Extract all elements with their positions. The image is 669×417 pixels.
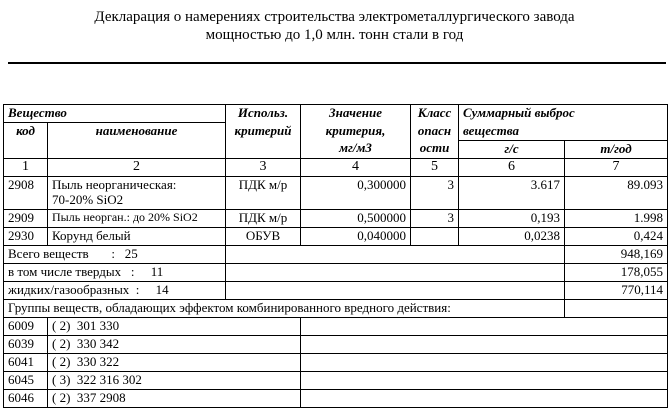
emissions-table [3, 104, 668, 408]
criterion-used: ПДК м/р [226, 176, 301, 209]
column-number: 2 [48, 158, 226, 176]
substance-code: 2909 [4, 209, 48, 227]
criterion-used: ОБУВ [226, 227, 301, 245]
column-number: 6 [459, 158, 565, 176]
column-number: 3 [226, 158, 301, 176]
header-row-1 [4, 105, 668, 123]
group-code: 6045 [4, 371, 48, 389]
group-code: 6046 [4, 389, 48, 407]
column-number: 7 [565, 158, 668, 176]
totals-value: 770,114 [565, 281, 668, 299]
group-desc: ( 2) 330 342 [48, 335, 301, 353]
totals-row [4, 263, 668, 281]
header-name: наименование [48, 123, 226, 141]
header-criterion-value: Значение [301, 105, 411, 123]
header-hazard-class-3: ости [411, 140, 459, 158]
table-row [4, 227, 668, 245]
hazard-class [411, 227, 459, 245]
substance-name: Пыль неорганическая: 70-20% SiO2 [48, 176, 226, 209]
header-unit-gs: г/с [459, 140, 565, 158]
emission-gs: 0,193 [459, 209, 565, 227]
header-hazard-class: Класс [411, 105, 459, 123]
group-code: 6039 [4, 335, 48, 353]
horizontal-rule [8, 62, 666, 64]
substance-code: 2908 [4, 176, 48, 209]
header-unit-ty: т/год [565, 140, 668, 158]
group-code: 6009 [4, 317, 48, 335]
groups-header-row [4, 299, 668, 317]
hazard-class: 3 [411, 209, 459, 227]
column-number: 5 [411, 158, 459, 176]
table-row [4, 209, 668, 227]
emission-ty: 0,424 [565, 227, 668, 245]
header-criterion-value-3: мг/м3 [301, 140, 411, 158]
emission-ty: 89.093 [565, 176, 668, 209]
criterion-value: 0,300000 [301, 176, 411, 209]
header-code: код [4, 123, 48, 141]
header-row-2 [4, 123, 668, 141]
totals-value: 948,169 [565, 245, 668, 263]
group-desc: ( 3) 322 316 302 [48, 371, 301, 389]
header-criterion-value-2: критерия, [301, 123, 411, 141]
document-title-line-2: мощностью до 1,0 млн. тонн стали в год [205, 27, 464, 43]
table-row [4, 176, 668, 209]
group-row [4, 353, 668, 371]
header-criterion-used: Использ. [226, 105, 301, 123]
header-substance: Вещество [4, 105, 226, 123]
hazard-class: 3 [411, 176, 459, 209]
substance-code: 2930 [4, 227, 48, 245]
totals-row [4, 245, 668, 263]
group-row [4, 335, 668, 353]
header-criterion-used-2: критерий [226, 123, 301, 141]
group-desc: ( 2) 301 330 [48, 317, 301, 335]
criterion-used: ПДК м/р [226, 209, 301, 227]
header-total-emission: Суммарный выброс [459, 105, 668, 123]
header-hazard-class-2: опасн [411, 123, 459, 141]
emission-ty: 1.998 [565, 209, 668, 227]
group-row [4, 389, 668, 407]
column-number-row [4, 158, 668, 176]
substance-name: Пыль неорган.: до 20% SiO2 [48, 209, 226, 227]
column-number: 1 [4, 158, 48, 176]
group-row [4, 317, 668, 335]
emission-gs: 0,0238 [459, 227, 565, 245]
document-title-line-1: Декларация о намерениях строительства электрометаллургического завода [94, 9, 575, 25]
substance-name: Корунд белый [48, 227, 226, 245]
criterion-value: 0,040000 [301, 227, 411, 245]
groups-title: Группы веществ, обладающих эффектом комбинированного вредного действия: [4, 299, 565, 317]
emission-gs: 3.617 [459, 176, 565, 209]
totals-label: жидких/газообразных : 14 [4, 281, 226, 299]
group-desc: ( 2) 337 2908 [48, 389, 301, 407]
totals-label: в том числе твердых : 11 [4, 263, 226, 281]
totals-label: Всего веществ : 25 [4, 245, 226, 263]
header-total-emission-2: вещества [459, 123, 668, 141]
group-row [4, 371, 668, 389]
group-desc: ( 2) 330 322 [48, 353, 301, 371]
totals-value: 178,055 [565, 263, 668, 281]
column-number: 4 [301, 158, 411, 176]
criterion-value: 0,500000 [301, 209, 411, 227]
group-code: 6041 [4, 353, 48, 371]
header-row-3 [4, 140, 668, 158]
totals-row [4, 281, 668, 299]
